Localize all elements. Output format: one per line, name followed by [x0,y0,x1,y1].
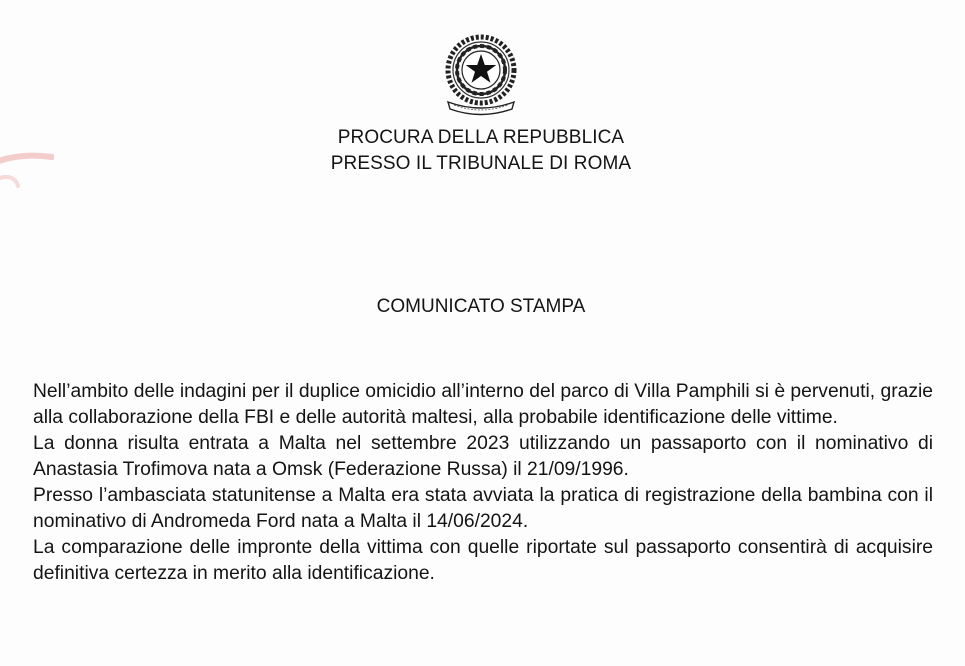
office-subtitle: PRESSO IL TRIBUNALE DI ROMA [330,153,632,174]
red-stamp-mark-icon [0,148,54,194]
body-paragraph-4: La comparazione delle impronte della vittima con quelle riportate sul passaporto consentirà di acquisire definitiva certezza in merito alla identificazione. [33,537,933,584]
italian-republic-emblem-icon [440,26,522,118]
body-paragraph-3: Presso l’ambasciata statunitense a Malta era stata avviata la pratica di registrazione della bambina con il nominativo di Andromeda Ford nata a Malta il 14/06/2024. [33,485,933,532]
body-paragraph-1: Nell’ambito delle indagini per il duplice omicidio all’interno del parco di Villa Pamphili si è pervenuti, grazie alla collaborazione della FBI e delle autorità maltesi, alla probabile identificazione delle vittime. [33,381,933,428]
document-title: COMUNICATO STAMPA [376,296,586,317]
body-paragraph-2: La donna risulta entrata a Malta nel settembre 2023 utilizzando un passaporto con il nominativo di Anastasia Trofimova nata a Omsk (Federazione Russa) il 21/09/1996. [33,433,933,480]
document-body [33,379,933,587]
office-name: PROCURA DELLA REPUBBLICA [337,127,625,148]
